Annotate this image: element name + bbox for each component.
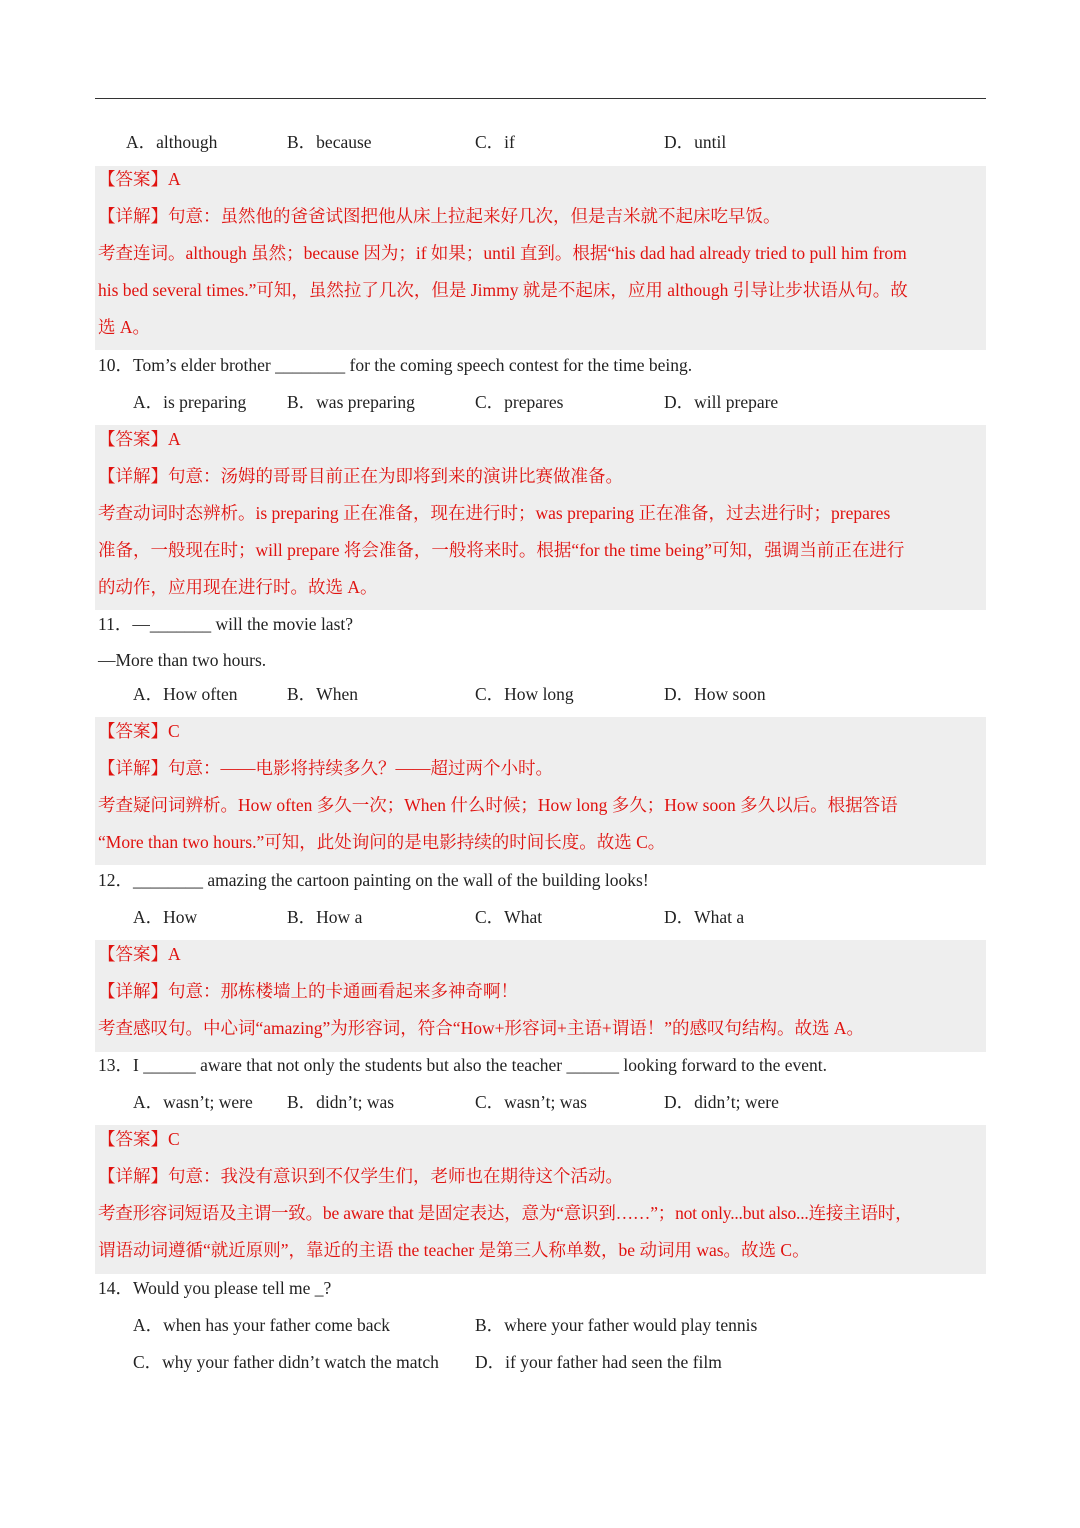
q12-analysis-line: 考查感叹句。中心词“amazing”为形容词，符合“How+形容词+主语+谓语！”的感叹句结构。故选 A。 [98, 1018, 864, 1038]
q10-analysis-line: 准备，一般现在时；will prepare 将会准备，一般将来时。根据“for the time being”可知，强调当前正在进行 [98, 540, 905, 560]
header-rule [95, 98, 986, 99]
q10-analysis-line: 的动作，应用现在进行时。故选 A。 [98, 577, 378, 597]
q14-option-d: D．if your father had seen the film [475, 1352, 722, 1372]
q11-stem-reply: —More than two hours. [98, 650, 267, 670]
q13-option-b: B．didn’t; was [287, 1092, 395, 1112]
q11-option-b: B．When [287, 684, 358, 704]
q13-analysis-line: 谓语动词遵循“就近原则”，靠近的主语 the teacher 是第三人称单数，be 动词用 was。故选 C。 [98, 1240, 810, 1260]
q14-option-a: A．when has your father come back [133, 1315, 391, 1335]
q9-option-a: A．although [126, 132, 218, 152]
q13-option-a: A．wasn’t; were [133, 1092, 253, 1112]
q9-detail: 【详解】句意：虽然他的爸爸试图把他从床上拉起来好几次，但是吉米就不起床吃早饭。 [98, 206, 781, 226]
q11-analysis-line: 考查疑问词辨析。How often 多久一次；When 什么时候；How long 多久；How soon 多久以后。根据答语 [98, 795, 898, 815]
q13-analysis-line: 考查形容词短语及主谓一致。be aware that 是固定表达，意为“意识到……”；not only...but also...连接主语时， [98, 1203, 913, 1223]
q9-option-b: B．because [287, 132, 372, 152]
q9-analysis-line: his bed several times.”可知，虽然拉了几次，但是 Jimmy 就是不起床，应用 although 引导让步状语从句。故 [98, 280, 908, 300]
q10-answer: 【答案】A [98, 429, 181, 449]
q11-option-a: A．How often [133, 684, 238, 704]
q14-option-b: B．where your father would play tennis [475, 1315, 758, 1335]
q13-detail: 【详解】句意：我没有意识到不仅学生们，老师也在期待这个活动。 [98, 1166, 623, 1186]
q9-analysis-line: 选 A。 [98, 317, 151, 337]
q11-option-d: D．How soon [664, 684, 766, 704]
q10-option-c: C．prepares [475, 392, 564, 412]
q12-option-d: D．What a [664, 907, 745, 927]
q12-answer: 【答案】A [98, 944, 181, 964]
q9-option-d: D．until [664, 132, 727, 152]
q10-stem: 10．Tom’s elder brother ________ for the coming speech contest for the time being. [98, 355, 693, 375]
q10-option-b: B．was preparing [287, 392, 415, 412]
q13-stem: 13．I ______ aware that not only the students but also the teacher ______ looking forward to the event. [98, 1055, 827, 1075]
q12-option-b: B．How a [287, 907, 363, 927]
q14-option-c: C．why your father didn’t watch the match [133, 1352, 439, 1372]
q11-detail: 【详解】句意：——电影将持续多久？——超过两个小时。 [98, 758, 553, 778]
q11-stem: 11．—_______ will the movie last? [98, 614, 354, 634]
q9-analysis-line: 考查连词。although 虽然；because 因为；if 如果；until 直到。根据“his dad had already tried to pull him from [98, 243, 907, 263]
q10-analysis-line: 考查动词时态辨析。is preparing 正在准备，现在进行时；was preparing 正在准备，过去进行时；prepares [98, 503, 891, 523]
q11-option-c: C．How long [475, 684, 574, 704]
q12-stem: 12．________ amazing the cartoon painting on the wall of the building looks! [98, 870, 649, 890]
q9-option-c: C．if [475, 132, 515, 152]
q13-answer: 【答案】C [98, 1129, 180, 1149]
q12-option-a: A．How [133, 907, 198, 927]
q12-option-c: C．What [475, 907, 543, 927]
q9-answer: 【答案】A [98, 169, 181, 189]
q11-answer: 【答案】C [98, 721, 180, 741]
q12-detail: 【详解】句意：那栋楼墙上的卡通画看起来多神奇啊！ [98, 981, 518, 1001]
q10-option-d: D．will prepare [664, 392, 779, 412]
q10-detail: 【详解】句意：汤姆的哥哥目前正在为即将到来的演讲比赛做准备。 [98, 466, 623, 486]
q13-option-d: D．didn’t; were [664, 1092, 779, 1112]
q10-option-a: A．is preparing [133, 392, 247, 412]
q14-stem: 14．Would you please tell me _? [98, 1278, 332, 1298]
q13-option-c: C．wasn’t; was [475, 1092, 587, 1112]
q11-analysis-line: “More than two hours.”可知，此处询问的是电影持续的时间长度。故选 C。 [98, 832, 666, 852]
